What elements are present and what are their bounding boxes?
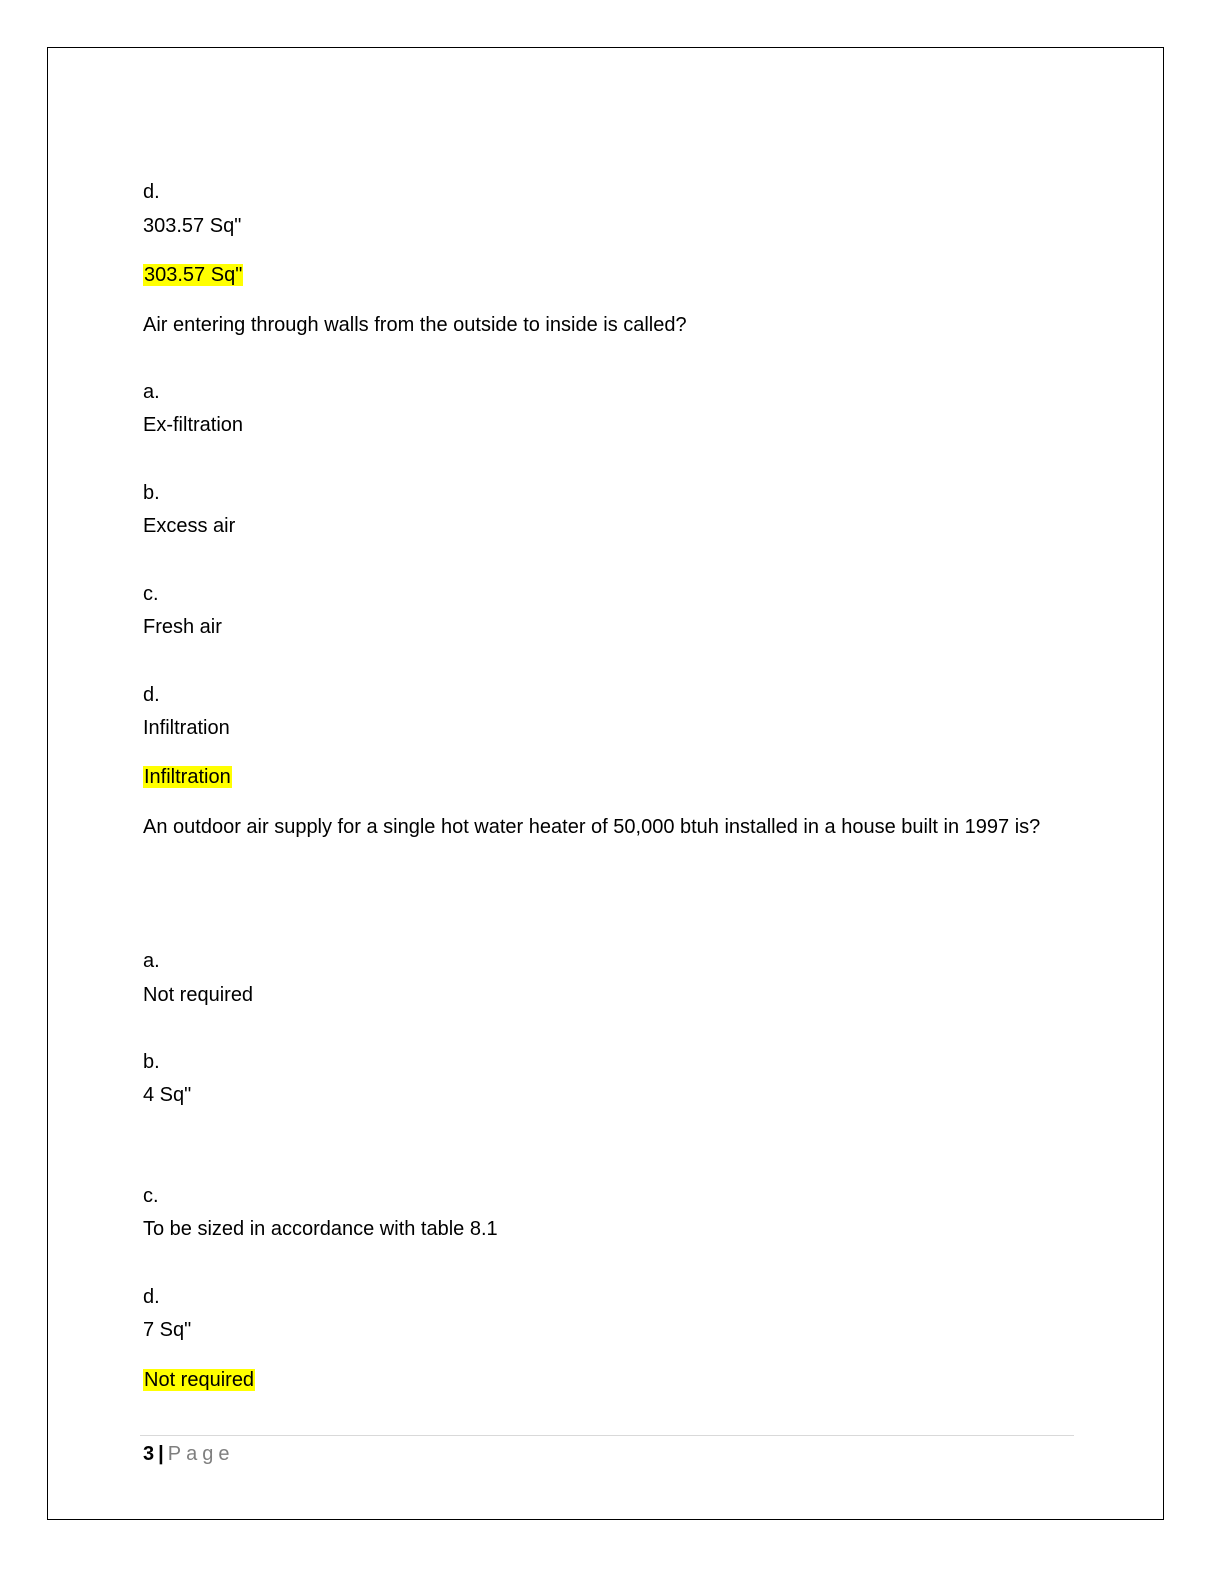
highlighted-answer: 303.57 Sq" [144, 264, 243, 286]
option-letter: a. [143, 381, 160, 403]
footer-divider [140, 1435, 1074, 1436]
option-letter: b. [143, 1051, 160, 1073]
question-text: An outdoor air supply for a single hot water heater of 50,000 btuh installed in a house built in 1997 is? [143, 816, 1041, 838]
highlighted-answer: Infiltration [144, 766, 231, 788]
footer-separator: | [158, 1443, 164, 1465]
option-text: 4 Sq" [143, 1084, 192, 1106]
option-text: Infiltration [143, 717, 230, 739]
option-letter: c. [143, 583, 159, 605]
answer-line [143, 1367, 255, 1393]
question-text: Air entering through walls from the outside to inside is called? [143, 314, 687, 336]
option-text: Excess air [143, 515, 236, 537]
page-number: 3 [143, 1443, 155, 1465]
option-text: Ex-filtration [143, 414, 244, 436]
answer-line [143, 764, 232, 790]
option-letter: a. [143, 950, 160, 972]
page-label: Page [167, 1443, 235, 1465]
option-letter: d. [143, 181, 160, 203]
option-text: 303.57 Sq" [143, 215, 242, 237]
answer-line [143, 262, 243, 288]
page-footer [143, 1441, 234, 1467]
option-text: Not required [143, 984, 254, 1006]
option-text: To be sized in accordance with table 8.1 [143, 1218, 498, 1240]
option-text: 7 Sq" [143, 1319, 192, 1341]
option-letter: b. [143, 482, 160, 504]
option-letter: d. [143, 684, 160, 706]
option-text: Fresh air [143, 616, 222, 638]
highlighted-answer: Not required [144, 1369, 255, 1391]
option-letter: c. [143, 1185, 159, 1207]
option-letter: d. [143, 1286, 160, 1308]
